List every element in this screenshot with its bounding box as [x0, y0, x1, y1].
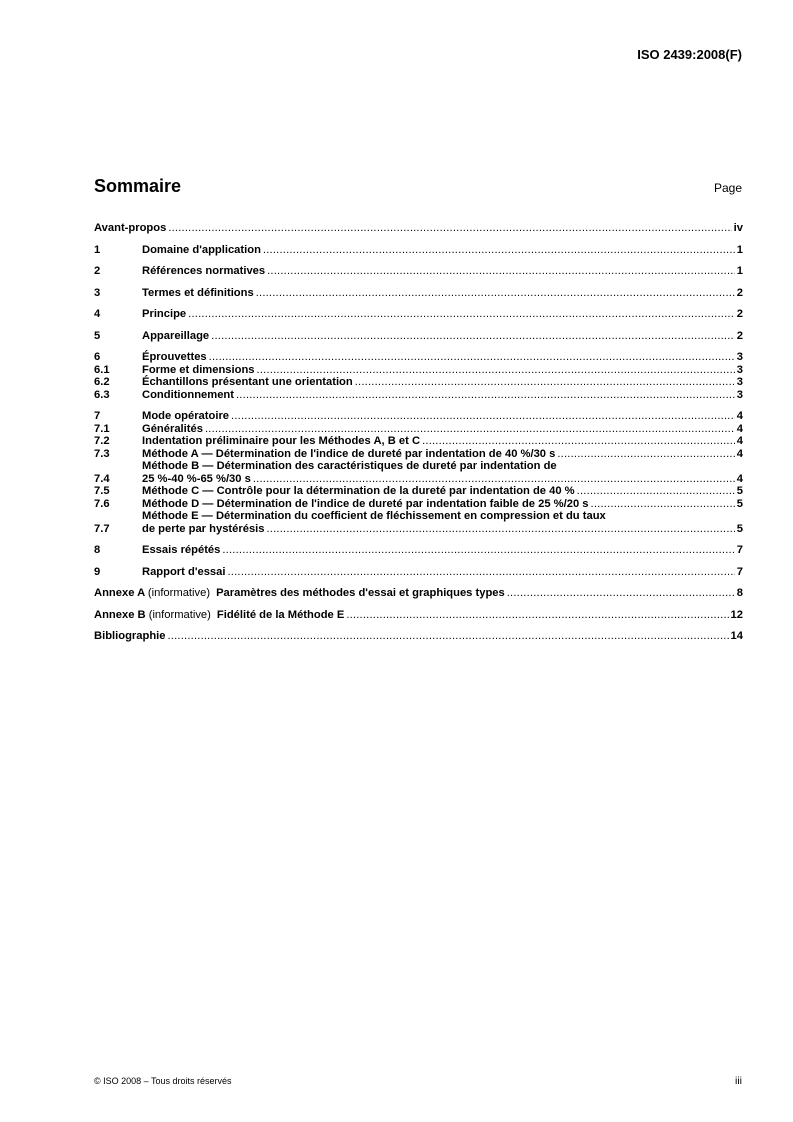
- toc-entry-number: 4: [94, 308, 101, 320]
- toc-entry-page: 3: [736, 351, 743, 363]
- dot-leader: [267, 265, 735, 278]
- toc-entry-annexe-b[interactable]: [94, 609, 743, 622]
- toc-entry-page: 4: [736, 422, 743, 435]
- toc-entry-2[interactable]: [94, 265, 743, 278]
- toc-entry-number: 6: [94, 351, 101, 363]
- toc-entry-page: 7: [736, 565, 743, 578]
- toc-entry-7[interactable]: [94, 410, 743, 423]
- page-column-label: Page: [713, 181, 742, 195]
- toc-entry-page: 2: [736, 329, 743, 342]
- toc-entry-title: Échantillons présentant une orientation: [142, 376, 353, 388]
- toc-entry-number: 7.4: [94, 472, 110, 485]
- page-title: Sommaire: [94, 176, 182, 196]
- toc-entry-5[interactable]: [94, 330, 743, 343]
- toc-entry-number: 9: [94, 565, 101, 578]
- toc-entry-annexe-a[interactable]: [94, 587, 743, 600]
- document-code: ISO 2439:2008(F): [637, 47, 742, 62]
- dot-leader: [355, 376, 735, 389]
- toc-entry-number: 7.1: [94, 422, 110, 435]
- toc-entry-page: 3: [736, 363, 743, 376]
- dot-leader: [591, 498, 735, 511]
- toc-entry-number: 7.5: [94, 485, 110, 497]
- toc-entry-7-4[interactable]: [94, 460, 743, 485]
- toc-entry-page: 2: [736, 308, 743, 320]
- toc-entry-title: Domaine d'application: [142, 243, 261, 256]
- toc-entry-6-1[interactable]: [94, 364, 743, 377]
- toc-entry-7-5[interactable]: [94, 485, 743, 498]
- toc-entry-6[interactable]: [94, 351, 743, 364]
- toc-entry-title: Méthode A — Détermination de l'indice de dureté par indentation de 40 %/30 s: [142, 447, 556, 460]
- dot-leader: [346, 609, 728, 622]
- toc-entry-3[interactable]: [94, 287, 743, 300]
- dot-leader: [422, 435, 735, 448]
- toc-entry-title: Éprouvettes: [142, 351, 207, 363]
- toc-entry-page: 3: [736, 388, 743, 401]
- toc-entry-page: 8: [736, 587, 743, 599]
- toc-entry-9[interactable]: [94, 566, 743, 579]
- toc-entry-page: 14: [730, 630, 743, 642]
- toc-entry-bibliographie[interactable]: [94, 630, 743, 643]
- table-of-contents: [94, 222, 743, 643]
- toc-entry-title: Rapport d'essai: [142, 565, 226, 578]
- toc-entry-page: 2: [736, 286, 743, 299]
- toc-entry-page: 1: [736, 243, 743, 256]
- toc-entry-page: 4: [736, 472, 743, 485]
- toc-entry-title: Méthode B — Détermination des caractéristiques de dureté par indentation de: [142, 460, 557, 472]
- toc-entry-number: 3: [94, 286, 101, 299]
- toc-entry-page: 1: [736, 265, 743, 277]
- dot-leader: [557, 448, 734, 461]
- footer-copyright: © ISO 2008 – Tous droits réservés: [94, 1076, 232, 1086]
- toc-entry-8[interactable]: [94, 544, 743, 557]
- toc-entry-title: de perte par hystérésis: [142, 522, 265, 535]
- toc-entry-title: Méthode E — Détermination du coefficient de fléchissement en compression et du taux: [142, 510, 606, 522]
- dot-leader: [222, 544, 734, 557]
- toc-entry-title: Appareillage: [142, 329, 210, 342]
- toc-entry-7-3[interactable]: [94, 448, 743, 461]
- toc-entry-page: 5: [736, 522, 743, 535]
- toc-entry-4[interactable]: [94, 308, 743, 321]
- toc-annex-label: Annexe B (informative) Fidélité de la Méthode E: [94, 608, 345, 621]
- toc-entry-7-6[interactable]: [94, 498, 743, 511]
- dot-leader: [577, 485, 735, 498]
- toc-entry-number: 7.6: [94, 497, 110, 510]
- dot-leader: [257, 364, 735, 377]
- toc-entry-number: 1: [94, 243, 101, 256]
- toc-entry-number: 6.2: [94, 376, 110, 388]
- toc-entry-title: Termes et définitions: [142, 286, 254, 299]
- toc-entry-page: 7: [736, 544, 743, 556]
- toc-title-row: [94, 176, 742, 197]
- dot-leader: [188, 308, 735, 321]
- toc-entry-title: Mode opératoire: [142, 410, 230, 422]
- dot-leader: [507, 587, 735, 600]
- footer-page-number: iii: [735, 1075, 742, 1087]
- toc-entry-number: 6.1: [94, 363, 110, 376]
- toc-entry-page: 5: [736, 485, 743, 497]
- toc-entry-title: Bibliographie: [94, 630, 166, 642]
- dot-leader: [211, 330, 735, 343]
- toc-entry-title: Forme et dimensions: [142, 363, 255, 376]
- toc-entry-number: 8: [94, 544, 101, 556]
- toc-entry-title: Conditionnement: [142, 388, 234, 401]
- toc-entry-title: Généralités: [142, 422, 203, 435]
- toc-entry-title: Avant-propos: [94, 222, 167, 234]
- toc-entry-number: 6.3: [94, 388, 110, 401]
- toc-entry-avant-propos[interactable]: [94, 222, 743, 235]
- toc-entry-title: Méthode D — Détermination de l'indice de dureté par indentation faible de 25 %/20 s: [142, 497, 589, 510]
- toc-entry-number: 7.3: [94, 447, 110, 460]
- toc-entry-7-2[interactable]: [94, 435, 743, 448]
- toc-entry-page: 5: [736, 497, 743, 510]
- toc-annex-label: Annexe A (informative) Paramètres des méthodes d'essai et graphiques types: [94, 587, 505, 599]
- toc-entry-number: 5: [94, 329, 101, 342]
- toc-entry-title: Indentation préliminaire pour les Méthodes A, B et C: [142, 435, 421, 447]
- toc-entry-number: 7.7: [94, 522, 110, 535]
- toc-entry-7-1[interactable]: [94, 423, 743, 436]
- toc-entry-7-7[interactable]: [94, 510, 743, 535]
- toc-entry-6-2[interactable]: [94, 376, 743, 389]
- toc-entry-number: 7: [94, 410, 101, 422]
- dot-leader: [168, 222, 731, 235]
- toc-entry-page: 3: [736, 376, 743, 388]
- dot-leader: [167, 630, 728, 643]
- toc-entry-page: iv: [733, 222, 743, 234]
- toc-entry-title: Références normatives: [142, 265, 266, 277]
- toc-entry-title: Méthode C — Contrôle pour la détermination de la dureté par indentation de 40 %: [142, 485, 575, 497]
- dot-leader: [205, 423, 735, 436]
- dot-leader: [253, 473, 735, 486]
- toc-entry-number: 2: [94, 265, 101, 277]
- toc-entry-6-3[interactable]: [94, 389, 743, 402]
- toc-entry-page: 4: [736, 410, 743, 422]
- dot-leader: [267, 523, 735, 536]
- toc-entry-number: 7.2: [94, 435, 110, 447]
- toc-entry-page: 4: [736, 435, 743, 447]
- dot-leader: [227, 566, 734, 579]
- dot-leader: [256, 287, 735, 300]
- toc-entry-title: Essais répétés: [142, 544, 221, 556]
- dot-leader: [236, 389, 735, 402]
- toc-entry-title: Principe: [142, 308, 187, 320]
- toc-entry-page: 12: [730, 608, 743, 621]
- toc-entry-title: 25 %-40 %-65 %/30 s: [142, 472, 251, 485]
- toc-entry-1[interactable]: [94, 244, 743, 257]
- toc-entry-page: 4: [736, 447, 743, 460]
- dot-leader: [209, 351, 735, 364]
- dot-leader: [263, 244, 735, 257]
- dot-leader: [231, 410, 735, 423]
